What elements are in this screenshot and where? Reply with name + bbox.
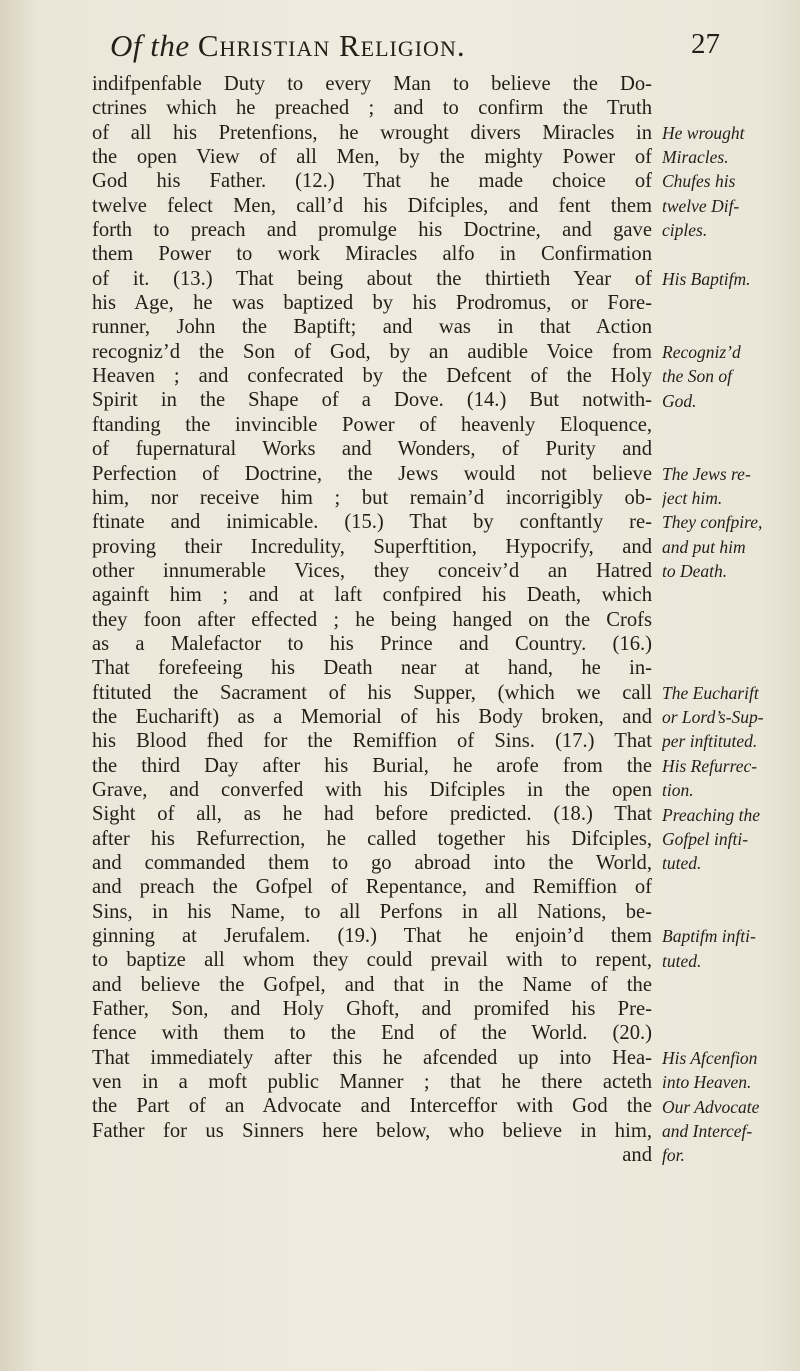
text-line: twelve felect Men, call’d his Difciples, and fent them [92,194,652,217]
text-line: Grave, and converfed with his Difciples in the open [92,778,652,801]
text-line: and commanded them to go abroad into the World, [92,852,652,874]
margin-note: Chufes his [662,171,736,192]
text-line: Perfection of Doctrine, the Jews would not believe [92,462,652,485]
text-line: him, nor receive him ; but remain’d incorrigibly ob- [92,486,652,509]
running-head [110,28,466,64]
text-line: the Eucharift) as a Memorial of his Body broken, and [92,705,652,728]
text-line: Sight of all, as he had before predicted. (18.) That [92,803,652,826]
text-line: of all his Pretenfions, he wrought divers Miracles in [92,121,652,144]
margin-note: into Heaven. [662,1072,752,1093]
page-header [110,28,720,68]
text-line: and preach the Gofpel of Repentance, and Remiffion of [92,876,652,899]
text-line: fence with them to the End of the World. (20.) [92,1022,652,1045]
margin-note: tuted. [662,950,702,971]
margin-note: ject him. [662,487,723,508]
margin-note: His Baptifm. [662,268,751,289]
margin-note: He wrought [662,122,745,143]
margin-note: Baptifm infti- [662,926,756,947]
margin-note: They confpire, [662,512,763,533]
margin-note: Miracles. [662,147,729,168]
margin-note: Gofpel infti- [662,828,749,849]
running-head-title: Christian Religion. [197,28,466,63]
margin-note: per inftituted. [662,731,758,752]
margin-note: the Son of [662,366,732,387]
text-line: and believe the Gofpel, and that in the Name of the [92,973,652,996]
text-line: the open View of all Men, by the mighty Power of [92,146,652,169]
text-line: they foon after effected ; he being hanged on the Crofs [92,608,652,631]
margin-note: and Intercef- [662,1121,753,1142]
text-line: That forefeeing his Death near at hand, he in- [92,657,652,680]
text-line: forth to preach and promulge his Doctrine, and gave [92,219,652,242]
text-line: ftituted the Sacrament of his Supper, (which we call [92,681,652,704]
text-line: recogniz’d the Son of God, by an audible Voice from [92,340,652,363]
text-line: ftinate and inimicable. (15.) That by conftantly re- [92,511,652,534]
margin-note: tuted. [662,853,702,874]
text-line: ven in a moft public Manner ; that he there acteth [92,1071,652,1094]
text-line: runner, John the Baptift; and was in that Action [92,316,652,339]
text-line: them Power to work Miracles alfo in Confirmation [92,243,652,266]
margin-note: ciples. [662,220,708,241]
text-line: the third Day after his Burial, he arofe from the [92,754,652,777]
text-line: of it. (13.) That being about the thirtieth Year of [92,267,652,290]
text-line: That immediately after this he afcended up into Hea- [92,1046,652,1069]
margin-note: Our Advocate [662,1096,760,1117]
text-line: proving their Incredulity, Superftition, Hypocrify, and [92,535,652,558]
text-line: the Part of an Advocate and Interceffor with God the [92,1095,652,1118]
main-text-column [92,72,652,1167]
text-line: of fupernatural Works and Wonders, of Purity and [92,438,652,461]
text-line: Father for us Sinners here below, who believe in him, [92,1119,652,1142]
margin-note: and put him [662,536,746,557]
margin-note: tion. [662,780,694,801]
margin-note: God. [662,390,697,411]
text-line: God his Father. (12.) That he made choice of [92,170,652,193]
text-line: ctrines which he preached ; and to confirm the Truth [92,97,652,120]
margin-note: for. [662,1145,685,1166]
text-line: againft him ; and at laft confpired his Death, which [92,584,652,607]
text-line: ftanding the invincible Power of heavenly Eloquence, [92,413,652,436]
margin-note: or Lord’s-Sup- [662,707,764,728]
text-line: Sins, in his Name, to all Perfons in all Nations, be- [92,900,652,923]
text-line: other innumerable Vices, they conceiv’d an Hatred [92,559,652,582]
margin-note: Preaching the [662,804,761,825]
margin-note: to Death. [662,561,728,581]
margin-note: His Refurrec- [662,755,758,776]
text-line: his Age, he was baptized by his Prodromus, or Fore- [92,292,652,315]
page-number: 27 [691,28,720,60]
text-line: and [622,1144,652,1167]
text-line: after his Refurrection, he called together his Difciples, [92,827,652,850]
text-line: as a Malefactor to his Prince and Country. (16.) [92,632,652,655]
text-line: his Blood fhed for the Remiffion of Sins. (17.) That [92,730,652,753]
margin-note: twelve Dif- [662,195,740,216]
text-line: to baptize all whom they could prevail with to repent, [92,949,652,972]
margin-note: Recogniz’d [662,341,741,362]
margin-note: The Jews re- [662,463,751,484]
running-head-prefix: Of the [110,28,198,63]
margin-note: His Afcenfion [662,1048,758,1068]
margin-note: The Eucharift [662,682,759,703]
text-line: Heaven ; and confecrated by the Defcent of the Holy [92,365,652,388]
text-line: Father, Son, and Holy Ghoft, and promifed his Pre- [92,998,652,1021]
text-line: ginning at Jerufalem. (19.) That he enjoin’d them [92,925,652,948]
text-line: indifpenfable Duty to every Man to believe the Do- [92,73,652,95]
text-line: Spirit in the Shape of a Dove. (14.) But notwith- [92,389,652,412]
